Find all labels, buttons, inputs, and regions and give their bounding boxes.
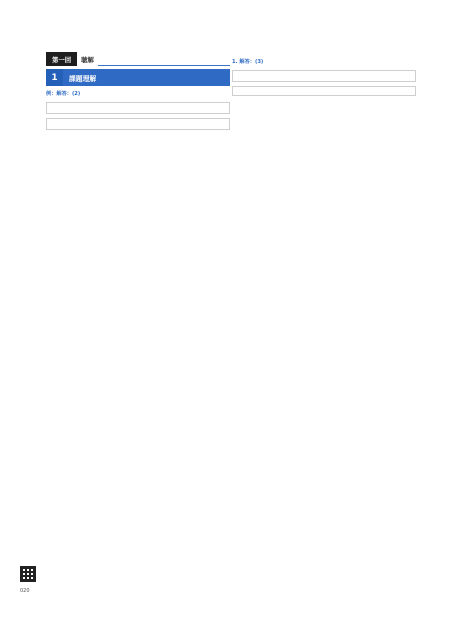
section-number: 1 [46, 69, 63, 86]
question-1-answer-label: 1. 解答：(3) [232, 59, 264, 65]
page-number: 020 [20, 588, 30, 594]
left-column [46, 52, 230, 140]
options-box-2 [232, 86, 416, 96]
section-bar [46, 69, 230, 86]
footer-note [46, 133, 230, 140]
chapter-label: 聴解 [81, 55, 94, 64]
dialogue-box-2 [232, 70, 416, 82]
chapter-header [46, 52, 230, 66]
dialogue-box [46, 102, 230, 114]
example-answer-label: 例：解答：(2) [46, 91, 81, 97]
chapter-badge: 第一回 [46, 52, 77, 66]
section-title: 課題理解 [63, 69, 230, 86]
options-box [46, 118, 230, 130]
header-rule [98, 52, 230, 66]
qr-code [20, 566, 36, 582]
right-column [232, 48, 416, 96]
